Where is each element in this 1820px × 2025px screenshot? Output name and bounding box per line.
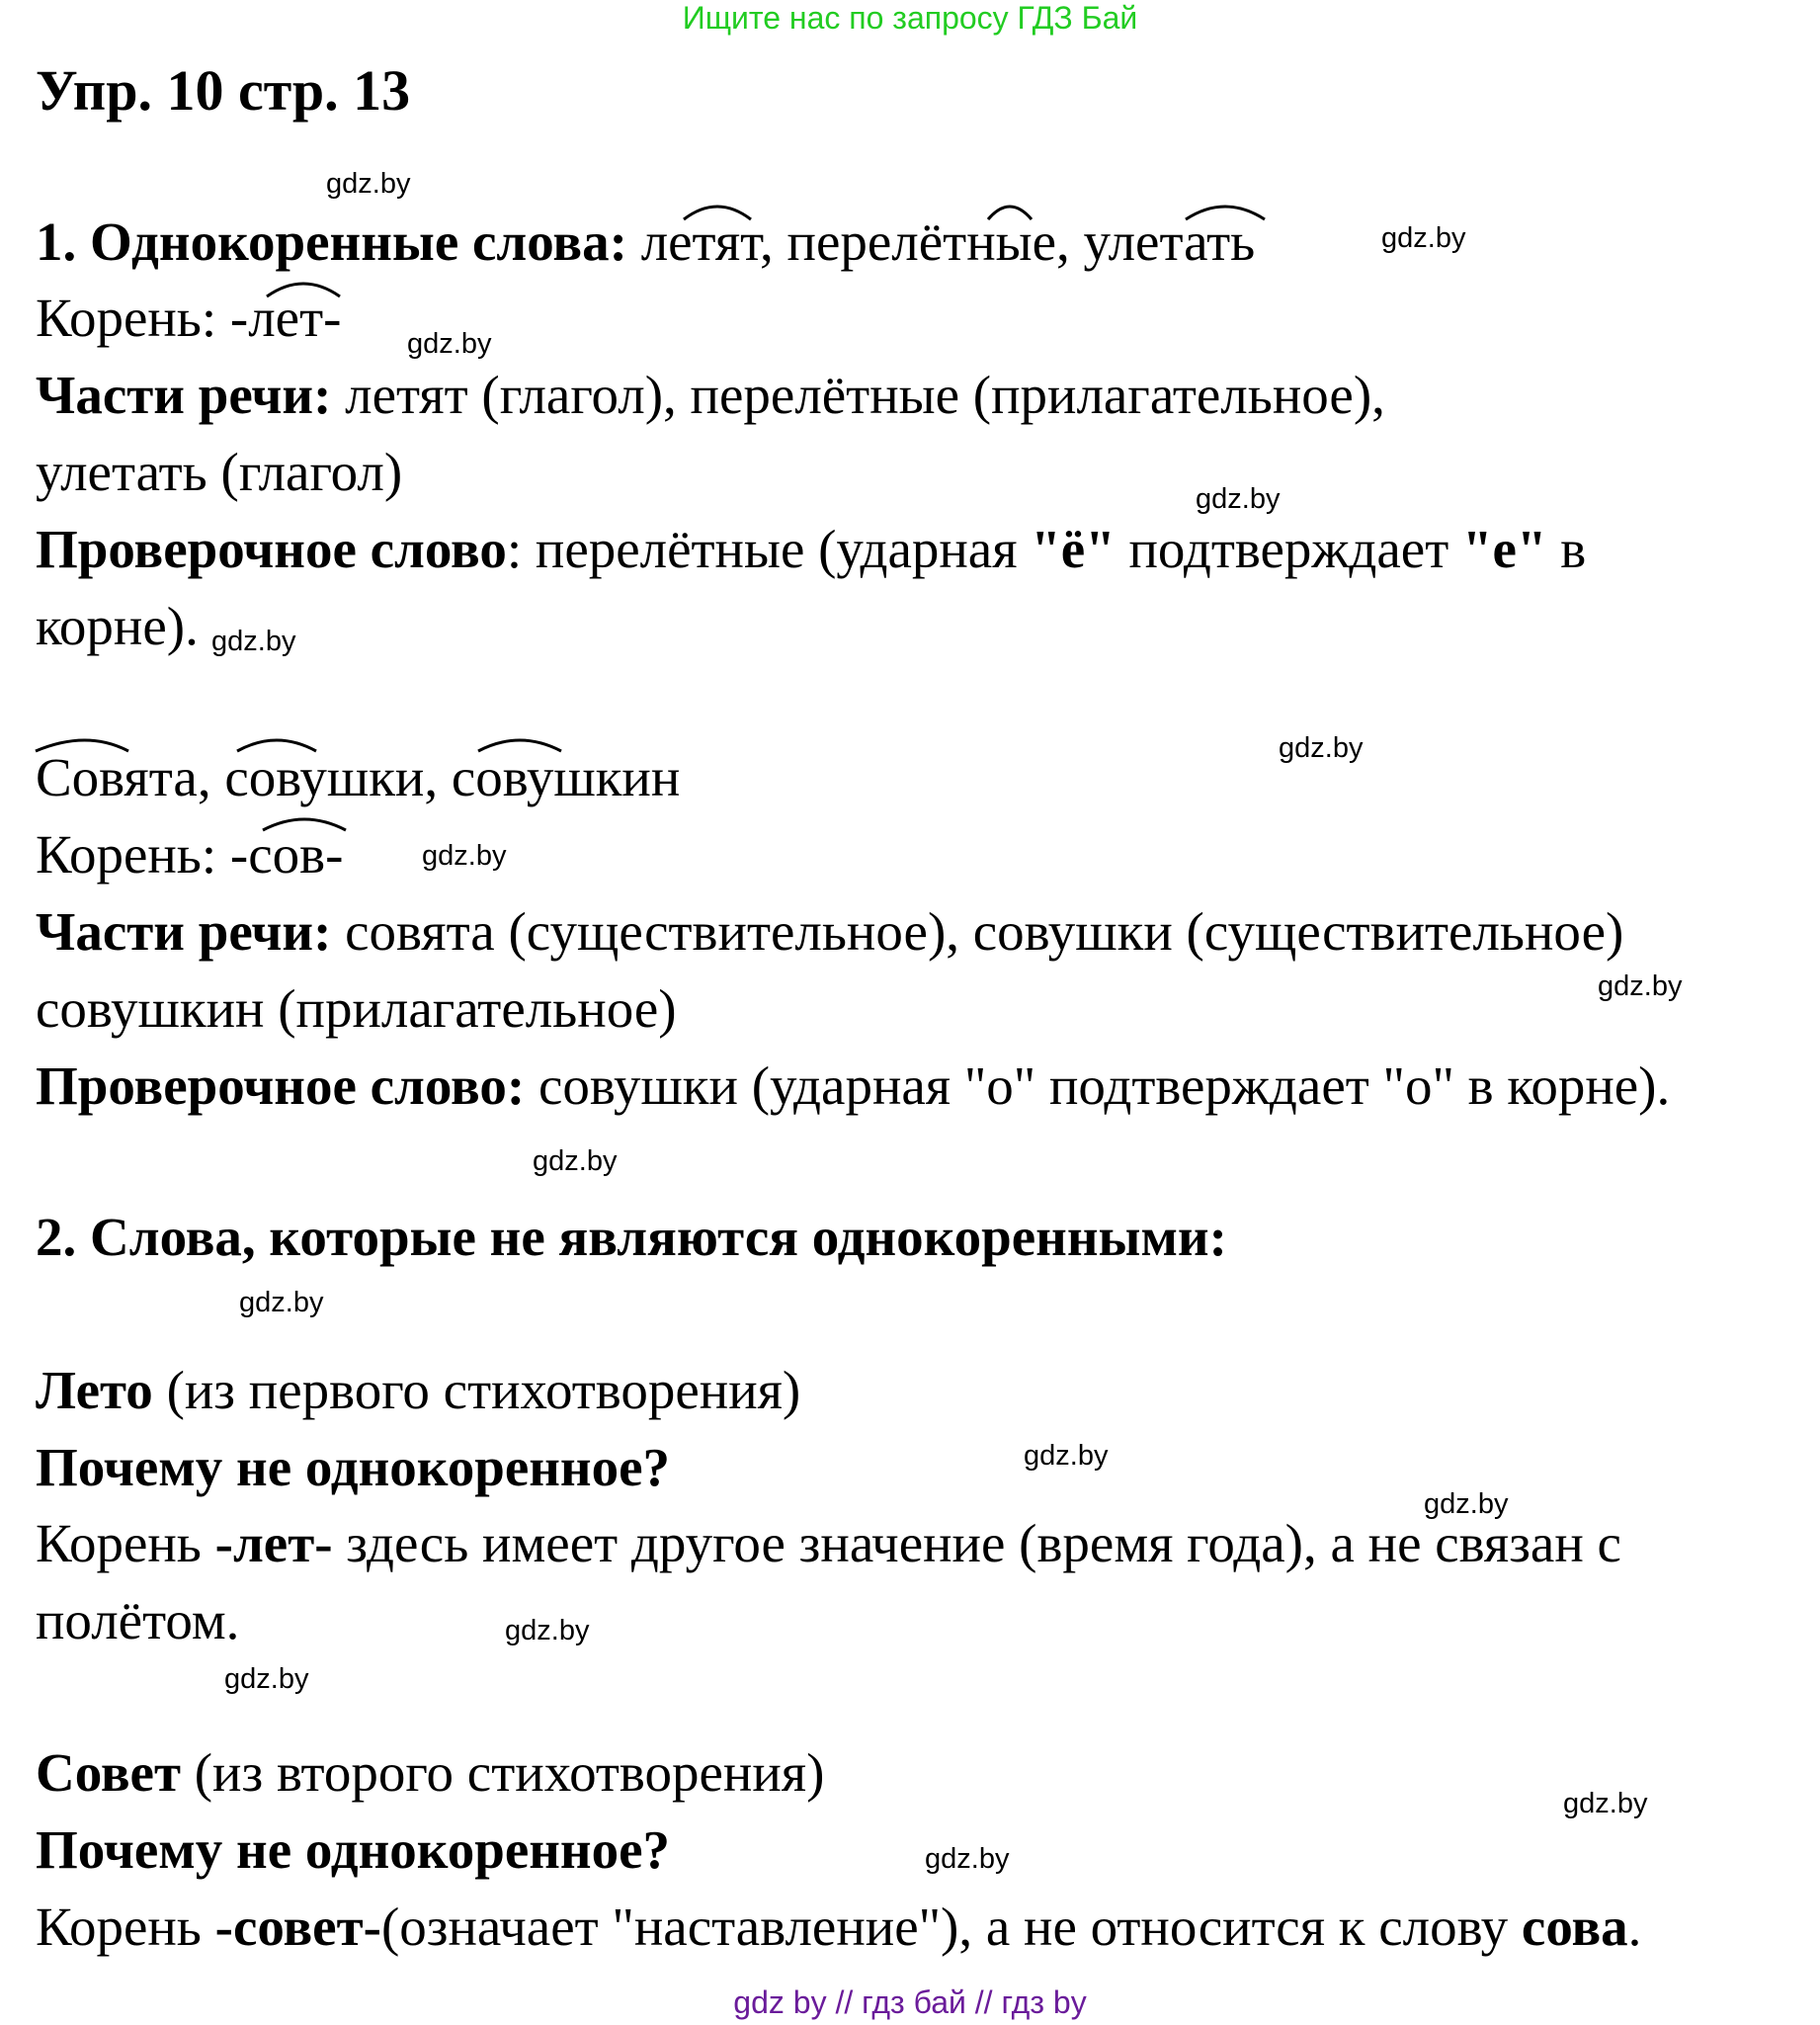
arc-sovyata (36, 740, 128, 751)
section1-parts2-label: Части речи: (36, 901, 332, 962)
watermark: gdz.by (407, 328, 492, 360)
watermark: gdz.by (925, 1843, 1010, 1875)
section2-expl1-end: полётом. (36, 1590, 240, 1650)
watermark: gdz.by (533, 1145, 618, 1177)
section1-check-label: Проверочное слово (36, 519, 507, 579)
arc-letyat (684, 207, 751, 219)
section2-expl2-post: (означает "наставление"), а не относится к слову (380, 1897, 1522, 1957)
arc-uletat (1186, 207, 1265, 219)
section1-title: 1. Однокоренные слова: (36, 211, 627, 272)
section2-expl1-bold: -лет- (214, 1513, 333, 1573)
section2-title: 2. Слова, которые не являются однокоренными: (36, 1207, 1227, 1267)
watermark: gdz.by (422, 840, 507, 872)
section1-parts-cont: улетать (глагол) (36, 442, 403, 502)
section1-parts-text: летят (глагол), перелётные (прилагательное), (345, 365, 1385, 425)
section2-expl2-end: . (1627, 1897, 1642, 1957)
arc-root-let (267, 284, 340, 296)
watermark: gdz.by (1196, 483, 1281, 515)
section2-why1: Почему не однокоренное? (36, 1437, 671, 1497)
section2-expl1-post: здесь имеет другое значение (время года), а не связан с (332, 1513, 1621, 1573)
section2-expl2-bold: -совет- (214, 1897, 381, 1957)
section2-expl2-pre: Корень (36, 1897, 215, 1957)
section2-expl1-pre: Корень (36, 1513, 215, 1573)
section1-root: Корень: -лет- (36, 288, 342, 348)
section2-item1-word: Лето (36, 1360, 153, 1420)
section1-check-post: в (1546, 519, 1587, 579)
section1-words2: Совята, совушки, совушкин (36, 747, 681, 807)
arc-sovushkin (478, 740, 561, 751)
section2-item1-note: (из первого стихотворения) (152, 1360, 801, 1420)
section2-expl2-bold2: сова (1521, 1897, 1628, 1957)
section1-root2: Корень: -сов- (36, 824, 344, 885)
footer-links: gdz by // гдз бай // гдз by (733, 1984, 1087, 2020)
section1-parts2-cont: совушкин (прилагательное) (36, 978, 677, 1039)
watermark: gdz.by (1424, 1488, 1509, 1520)
top-banner: Ищите нас по запросу ГДЗ Бай (682, 0, 1138, 36)
watermark: gdz.by (211, 626, 296, 657)
arc-pereletnye (988, 207, 1032, 219)
section1-check-end: корне). (36, 596, 199, 656)
section1-check-pre: : перелётные (ударная (506, 519, 1032, 579)
watermark: gdz.by (224, 1663, 309, 1695)
section2-item2-word: Совет (36, 1742, 181, 1803)
page-title: Упр. 10 стр. 13 (36, 58, 411, 123)
section1-check2-text: совушки (ударная "о" подтверждает "о" в корне). (538, 1055, 1671, 1116)
arc-root-sov (263, 819, 346, 830)
section1-parts-label: Части речи: (36, 365, 332, 425)
watermark: gdz.by (239, 1287, 324, 1318)
watermark: gdz.by (1024, 1440, 1109, 1472)
watermark: gdz.by (1381, 222, 1466, 254)
watermark: gdz.by (1563, 1788, 1648, 1819)
watermark: gdz.by (326, 168, 411, 200)
section2-item2-note: (из второго стихотворения) (180, 1742, 825, 1803)
watermark: gdz.by (1598, 970, 1683, 1002)
section1-check-mid: подтверждает (1115, 519, 1463, 579)
watermark: gdz.by (1279, 732, 1364, 764)
section1-parts2-text: совята (существительное), совушки (существительное) (345, 901, 1624, 962)
section2-why2: Почему не однокоренное? (36, 1819, 671, 1880)
section1-check2-label: Проверочное слово: (36, 1055, 526, 1116)
arc-sovushki (237, 740, 316, 751)
section1-check-q2: "е" (1462, 519, 1547, 579)
section1-check-q1: "ё" (1031, 519, 1116, 579)
section1-words: летят, перелётные, улетать (640, 211, 1256, 272)
watermark: gdz.by (505, 1615, 590, 1646)
